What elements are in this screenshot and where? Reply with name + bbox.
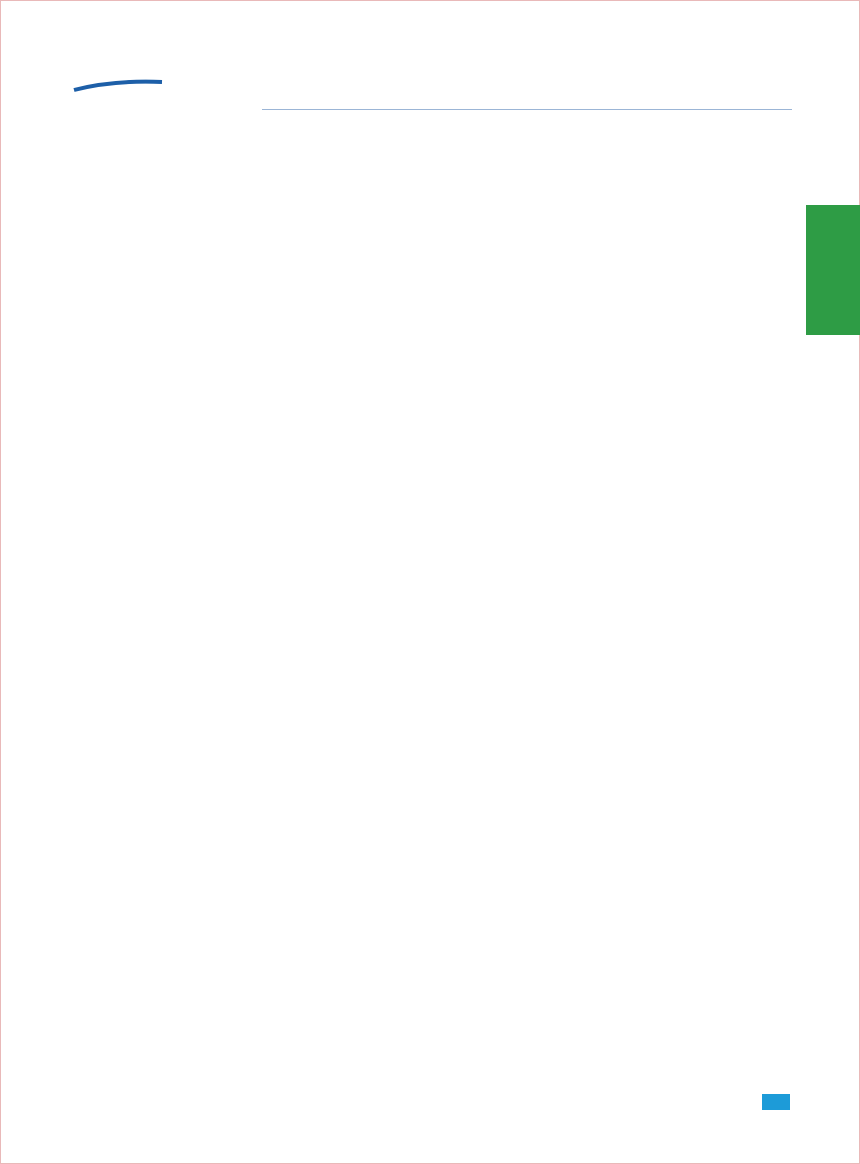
airbest-logo-swoosh [72, 58, 242, 108]
chart-acv05-time [478, 562, 718, 807]
header-divider [262, 109, 792, 110]
page-number [762, 1094, 790, 1110]
chart-acv10-time [478, 840, 718, 1085]
chart-acv05-flow [160, 562, 400, 807]
chart-acv10-flow [160, 840, 400, 1085]
sidebar-category-tab[interactable] [806, 205, 860, 335]
